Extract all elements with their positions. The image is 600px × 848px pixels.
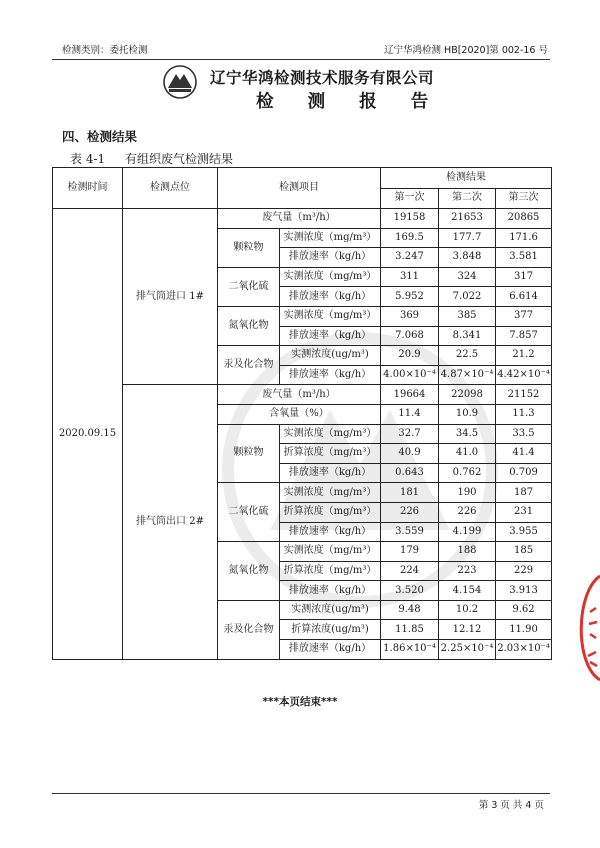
sampling-point: 排气筒出口 2# [123,385,218,659]
result-value-run-3: 41.4 [496,444,552,464]
table-caption [70,150,233,167]
result-value-run-3: 3.581 [496,248,552,268]
result-value-run-2: 0.762 [439,463,496,483]
result-value-run-1: 3.247 [381,248,439,268]
result-value-run-3: 0.709 [496,463,552,483]
result-value-run-3: 21.2 [496,346,552,366]
pollutant-group: 氮氧化物 [218,306,280,345]
result-value-run-1: 3.559 [381,522,439,542]
result-value-run-2: 4.199 [439,522,496,542]
item-label: 排放速率（kg/h） [280,287,381,307]
pollutant-group: 颗粒物 [218,228,280,267]
item-label: 实测浓度（mg/m³） [280,228,381,248]
waste-gas-results-table [52,167,552,660]
pollutant-group: 氮氧化物 [218,542,280,601]
result-value-run-2: 4.87×10⁻⁴ [439,365,496,385]
item-label: 排放速率（kg/h） [280,326,381,346]
result-value-run-3: 3.913 [496,581,552,601]
result-value-run-1: 179 [381,542,439,562]
header-category: 检测类别：委托检测 [62,45,148,56]
report-title: 检 测 报 告 [256,92,443,112]
header-report-number: 辽宁华鸿检测 HB[2020]第 002-16 号 [384,45,548,56]
result-value-run-1: 32.7 [381,424,439,444]
result-value-run-3: 9.62 [496,600,552,620]
sampling-point: 排气筒进口 1# [123,209,218,385]
result-value-run-2: 10.2 [439,600,496,620]
item-label: 折算浓度（mg/m³） [280,502,381,522]
result-value-run-1: 0.643 [381,463,439,483]
result-value-run-1: 311 [381,267,439,287]
item-label: 实测浓度(ug/m³) [280,600,381,620]
result-value-run-1: 181 [381,483,439,503]
item-label: 实测浓度(ug/m³) [280,346,381,366]
item-label: 实测浓度（mg/m³） [280,483,381,503]
result-value-run-2: 4.154 [439,581,496,601]
item-label: 废气量（m³/h） [218,385,381,405]
table-title: 有组织废气检测结果 [124,152,233,166]
result-value-run-2: 324 [439,267,496,287]
header-run-3: 第三次 [496,188,552,209]
pollutant-group: 汞及化合物 [218,600,280,659]
item-label: 废气量（m³/h） [218,209,381,229]
result-value-run-1: 4.00×10⁻⁴ [381,365,439,385]
item-label: 排放速率（kg/h） [280,365,381,385]
result-value-run-3: 4.42×10⁻⁴ [496,365,552,385]
result-value-run-1: 19158 [381,209,439,229]
item-label: 折算浓度(ug/m³) [280,620,381,640]
result-value-run-1: 226 [381,502,439,522]
result-value-run-2: 223 [439,561,496,581]
result-value-run-2: 188 [439,542,496,562]
item-label: 实测浓度（mg/m³） [280,542,381,562]
result-value-run-3: 171.6 [496,228,552,248]
item-label: 实测浓度（mg/m³） [280,267,381,287]
result-value-run-1: 9.48 [381,600,439,620]
page-end-note: ***本页结束*** [262,696,338,708]
result-value-run-2: 34.5 [439,424,496,444]
result-value-run-2: 41.0 [439,444,496,464]
result-value-run-2: 3.848 [439,248,496,268]
item-label: 实测浓度（mg/m³） [280,306,381,326]
result-value-run-3: 229 [496,561,552,581]
item-label: 含氧量（%） [218,404,381,424]
result-value-run-1: 19664 [381,385,439,405]
item-label: 排放速率（kg/h） [280,463,381,483]
result-value-run-2: 8.341 [439,326,496,346]
result-value-run-2: 12.12 [439,620,496,640]
result-value-run-3: 20865 [496,209,552,229]
result-value-run-1: 11.85 [381,620,439,640]
result-value-run-3: 317 [496,267,552,287]
measurement-date: 2020.09.15 [53,209,123,660]
header-point: 检测点位 [123,168,218,209]
footer-divider [52,793,550,794]
result-value-run-3: 6.614 [496,287,552,307]
result-value-run-2: 226 [439,502,496,522]
result-value-run-2: 190 [439,483,496,503]
header-divider [52,59,550,60]
result-value-run-3: 2.03×10⁻⁴ [496,640,552,660]
table-row [53,385,552,405]
result-value-run-1: 3.520 [381,581,439,601]
pollutant-group: 二氧化硫 [218,483,280,542]
header-time: 检测时间 [53,168,123,209]
result-value-run-3: 21152 [496,385,552,405]
pollutant-group: 二氧化硫 [218,267,280,306]
result-value-run-1: 7.068 [381,326,439,346]
table-header-row [53,168,552,189]
section-title: 四、检测结果 [62,129,138,144]
result-value-run-3: 33.5 [496,424,552,444]
official-seal-icon [570,572,600,684]
result-value-run-3: 187 [496,483,552,503]
header-item: 检测项目 [218,168,381,209]
table-row [53,209,552,229]
item-label: 排放速率（kg/h） [280,581,381,601]
page-number: 第 3 页 共 4 页 [478,800,544,811]
header-results: 检测结果 [381,168,552,189]
result-value-run-3: 11.3 [496,404,552,424]
item-label: 排放速率（kg/h） [280,640,381,660]
result-value-run-2: 177.7 [439,228,496,248]
result-value-run-3: 185 [496,542,552,562]
result-value-run-2: 2.25×10⁻⁴ [439,640,496,660]
item-label: 排放速率（kg/h） [280,522,381,542]
header-run-1: 第一次 [381,188,439,209]
result-value-run-1: 169.5 [381,228,439,248]
item-label: 折算浓度（mg/m³） [280,444,381,464]
table-number: 表 4-1 [70,152,106,166]
result-value-run-3: 11.90 [496,620,552,640]
result-value-run-3: 3.955 [496,522,552,542]
result-value-run-3: 231 [496,502,552,522]
result-value-run-1: 369 [381,306,439,326]
item-label: 实测浓度（mg/m³） [280,424,381,444]
result-value-run-1: 11.4 [381,404,439,424]
result-value-run-1: 40.9 [381,444,439,464]
item-label: 折算浓度（mg/m³） [280,561,381,581]
company-name: 辽宁华鸿检测技术服务有限公司 [210,69,435,87]
result-value-run-2: 385 [439,306,496,326]
result-value-run-3: 377 [496,306,552,326]
pollutant-group: 汞及化合物 [218,346,280,385]
result-value-run-1: 20.9 [381,346,439,366]
result-value-run-1: 1.86×10⁻⁴ [381,640,439,660]
result-value-run-3: 7.857 [496,326,552,346]
pollutant-group: 颗粒物 [218,424,280,483]
result-value-run-1: 224 [381,561,439,581]
result-value-run-1: 5.952 [381,287,439,307]
result-value-run-2: 22.5 [439,346,496,366]
result-value-run-2: 22098 [439,385,496,405]
result-value-run-2: 7.022 [439,287,496,307]
company-logo-icon [160,64,200,100]
result-value-run-2: 21653 [439,209,496,229]
result-value-run-2: 10.9 [439,404,496,424]
header-run-2: 第二次 [439,188,496,209]
item-label: 排放速率（kg/h） [280,248,381,268]
